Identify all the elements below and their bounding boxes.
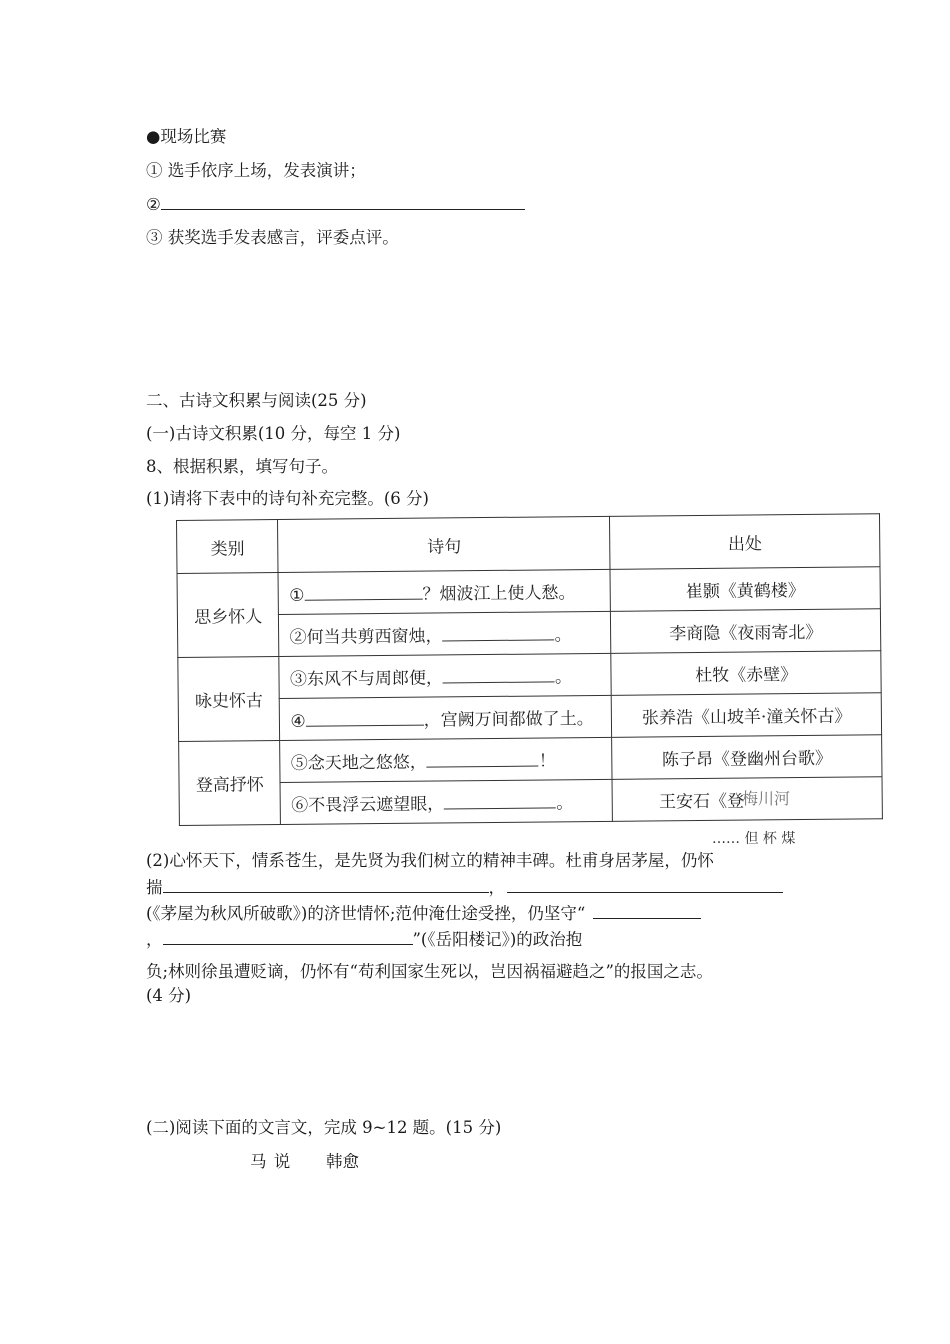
contest-step-3: ③ 获奖选手发表感言，评委点评。 (146, 228, 399, 247)
poem-text: ？烟波江上使人愁。 (422, 583, 576, 605)
answer-blank[interactable] (443, 667, 555, 683)
poem-cell (279, 653, 611, 698)
source-cell: 陈子昂《登幽州台歌》 (612, 735, 882, 780)
header-poem: 诗句 (278, 516, 610, 572)
section-2-title: 二、古诗文积累与阅读(25 分) (146, 391, 367, 410)
step-2-marker: ② (146, 195, 161, 214)
poem-cell (279, 611, 611, 656)
reading-title: (二)阅读下面的文言文，完成 9~12 题。(15 分) (146, 1118, 502, 1137)
poem-text: 。 (554, 667, 573, 688)
source-cell: 杜牧《赤壁》 (611, 651, 881, 696)
poem-cell (278, 569, 610, 614)
text-fragment: 揣 (146, 878, 163, 897)
answer-blank[interactable] (427, 752, 539, 768)
poem-text: 。 (554, 625, 572, 646)
poem-text: ，宫阙万间都做了土。 (423, 709, 594, 731)
poem-text: ⑤念天地之悠悠， (290, 752, 427, 774)
q8-2-line-2 (146, 876, 783, 899)
source-cell: 崔颢《黄鹤楼》 (610, 567, 880, 612)
header-category: 类别 (177, 520, 279, 574)
table-row (178, 693, 881, 742)
q8-2-line-5: 负;林则徐虽遭贬谪，仍怀有“苟利国家生死以，岂因祸福避趋之”的报国之志。 (146, 962, 713, 981)
contest-step-1: ① 选手依序上场，发表演讲； (146, 161, 366, 180)
answer-blank[interactable] (306, 711, 424, 727)
header-source: 出处 (610, 514, 880, 570)
category-cell: 思乡怀人 (177, 573, 279, 658)
essay-title: 马 说 (250, 1152, 292, 1171)
category-cell: 登高抒怀 (179, 741, 281, 826)
poem-text: ④ (290, 711, 306, 732)
subsection-1-title: (一)古诗文积累(10 分，每空 1 分) (146, 424, 401, 443)
question-8: 8、根据积累，填写句子。 (146, 457, 338, 476)
q8-2-line-4 (146, 928, 582, 951)
table-header-row (177, 514, 880, 574)
poem-table (176, 513, 883, 826)
q8-2-points: (4 分) (146, 986, 192, 1005)
poem-text: ⑥不畏浮云遮望眼， (291, 794, 445, 816)
poem-table-image (176, 513, 909, 832)
q8-2-line-3 (146, 902, 701, 925)
answer-blank-dufu-1[interactable] (163, 876, 489, 893)
answer-blank[interactable] (304, 585, 422, 601)
poem-text: ③东风不与周郎便， (289, 668, 444, 690)
category-cell: 咏史怀古 (178, 657, 280, 742)
source-cell: 李商隐《夜雨寄北》 (611, 609, 881, 654)
poem-cell (280, 737, 612, 782)
text-fragment: ， (146, 930, 163, 949)
answer-blank-dufu-2[interactable] (507, 876, 783, 893)
question-8-1: (1)请将下表中的诗句补充完整。(6 分) (146, 489, 429, 508)
text-fragment: ”(《岳阳楼记》)的政治抱 (412, 930, 583, 949)
poem-text: ！ (538, 751, 556, 772)
answer-blank[interactable] (443, 625, 555, 641)
table-row (177, 609, 880, 658)
table-row (179, 735, 882, 784)
answer-blank-fanzhongyan-2[interactable] (163, 928, 413, 945)
text-fragment: (《茅屋为秋风所破歌》)的济世情怀;范仲淹仕途受挫，仍坚守“ (146, 904, 586, 923)
contest-step-2 (146, 193, 525, 216)
text-fragment: ， (488, 878, 505, 897)
poem-text: 。 (556, 793, 574, 814)
poem-text: ① (289, 585, 305, 606)
live-contest-heading: ●现场比赛 (146, 127, 227, 146)
answer-blank-step-2[interactable] (161, 193, 525, 210)
poem-text: ②何当共剪西窗烛， (289, 626, 443, 648)
cutoff-scan-text: …… 但 杯 煤 (712, 831, 796, 847)
answer-blank[interactable] (444, 793, 556, 809)
poem-cell (280, 779, 612, 824)
table-row (178, 651, 881, 700)
table-row (177, 567, 880, 616)
watermark: 梅川河 (742, 789, 791, 808)
poem-cell (280, 695, 612, 740)
essay-author: 韩愈 (326, 1152, 359, 1171)
source-cell: 张养浩《山坡羊·潼关怀古》 (612, 693, 882, 738)
source-cell: 王安石《登 (612, 777, 882, 822)
q8-2-line-1: (2)心怀天下，情系苍生，是先贤为我们树立的精神丰碑。杜甫身居茅屋，仍怀 (146, 851, 714, 870)
answer-blank-fanzhongyan-1[interactable] (593, 902, 701, 919)
